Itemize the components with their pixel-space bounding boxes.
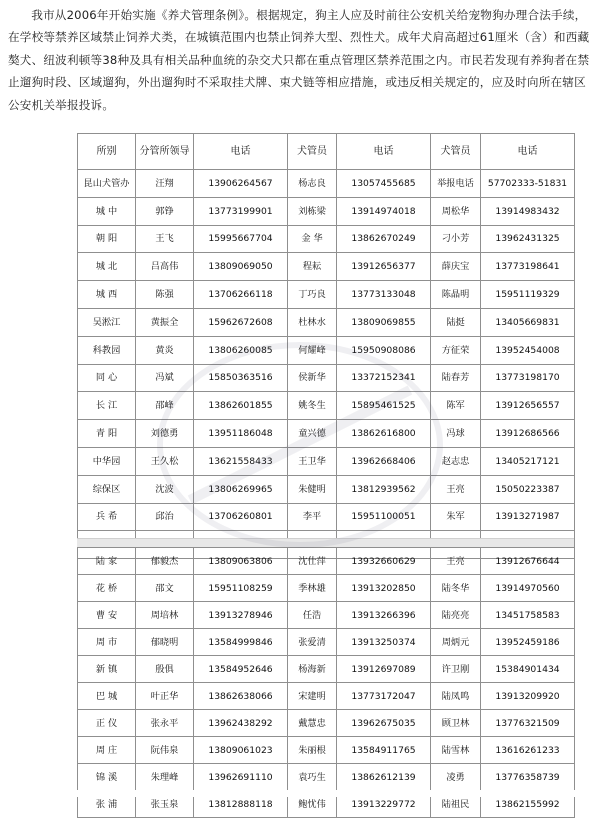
cell-dog-officer-2: 王亮: [431, 548, 481, 575]
cell-officer-2-phone: 13773198170: [481, 364, 575, 392]
table-row: [78, 710, 575, 737]
cell-officer-2-phone: 13405669831: [481, 308, 575, 336]
intro-paragraph: 我市从2006年开始实施《养犬管理条例》。根据规定，狗主人应及时前往公安机关给宠物狗办理合法手续，在学校等禁养区域禁止饲养犬类，在城镇范围内也禁止饲养大型、烈性犬。成年犬肩高超过61厘米（含）和西藏獒犬、纽波利顿等38种及具有相关品种血统的杂交犬只都在重点管理区禁养范围之内。市民若发现有养狗者在禁止遛狗时段、区域遛狗，外出遛狗时不采取挂犬牌、束犬链等相应措施，或违反相关规定的，应及时向所在辖区公安机关举报投诉。: [8, 8, 590, 112]
cell-leader-phone: 13951186048: [194, 420, 288, 448]
cell-officer-2-phone: 13862155992: [481, 791, 575, 818]
cell-officer-2-phone: 13914970560: [481, 575, 575, 602]
cell-dog-officer-1: 刘栋梁: [288, 197, 337, 225]
cell-dog-officer-2: 凌勇: [431, 764, 481, 791]
cell-leader-phone: 13806260085: [194, 336, 288, 364]
cell-dog-officer-2: 陆祖民: [431, 791, 481, 818]
cell-officer-1-phone: 13812939562: [337, 475, 431, 503]
cell-station-leader: 叶正华: [136, 683, 194, 710]
table-row: [78, 737, 575, 764]
cell-station: 巴 城: [78, 683, 136, 710]
cell-dog-officer-1: 何耀峰: [288, 336, 337, 364]
cell-station-leader: 郭铮: [136, 197, 194, 225]
cell-dog-officer-1: 宋建明: [288, 683, 337, 710]
table-row: [78, 336, 575, 364]
cell-station: 锦 溪: [78, 764, 136, 791]
cell-officer-2-phone: 13912656557: [481, 392, 575, 420]
table-header-row: [78, 134, 575, 170]
cell-station: 城 中: [78, 197, 136, 225]
cell-station: 兵 希: [78, 503, 136, 531]
table-row: [78, 764, 575, 791]
cell-leader-phone: 13809061023: [194, 737, 288, 764]
cell-officer-2-phone: 15951119329: [481, 281, 575, 309]
cell-officer-1-phone: 13962675035: [337, 710, 431, 737]
cell-station-leader: 邵文: [136, 575, 194, 602]
cell-officer-1-phone: 13372152341: [337, 364, 431, 392]
table-row: [78, 575, 575, 602]
cell-dog-officer-2: 举报电话: [431, 170, 481, 198]
cell-officer-1-phone: 13773172047: [337, 683, 431, 710]
cell-leader-phone: 13584952646: [194, 656, 288, 683]
cell-dog-officer-1: 任浩: [288, 602, 337, 629]
cell-dog-officer-1: 戴慧忠: [288, 710, 337, 737]
cell-dog-officer-1: 杜林水: [288, 308, 337, 336]
cell-station-leader: 朱理峰: [136, 764, 194, 791]
cell-leader-phone: 13809069050: [194, 253, 288, 281]
cell-station: 青 阳: [78, 420, 136, 448]
cell-dog-officer-2: 刁小芳: [431, 225, 481, 253]
cell-officer-1-phone: 13913229772: [337, 791, 431, 818]
header-dog-officer-1: 犬管员: [288, 134, 337, 170]
cell-officer-1-phone: 13914974018: [337, 197, 431, 225]
cell-dog-officer-1: 杨志良: [288, 170, 337, 198]
cell-dog-officer-2: 顾卫林: [431, 710, 481, 737]
cell-dog-officer-2: 许卫刚: [431, 656, 481, 683]
cell-leader-phone: 13773199901: [194, 197, 288, 225]
cell-leader-phone: 13962691110: [194, 764, 288, 791]
cell-officer-1-phone: 13913250374: [337, 629, 431, 656]
cell-officer-2-phone: 13451758583: [481, 602, 575, 629]
cell-leader-phone: 15951108259: [194, 575, 288, 602]
cell-station-leader: 汪翔: [136, 170, 194, 198]
table-page-break: [77, 538, 574, 547]
table-row: [78, 656, 575, 683]
table-row: [78, 281, 575, 309]
cell-station: 曹 安: [78, 602, 136, 629]
cell-station-leader: 邵峰: [136, 392, 194, 420]
cell-dog-officer-1: 姚冬生: [288, 392, 337, 420]
cell-station-leader: 邱治: [136, 503, 194, 531]
cell-dog-officer-2: 薛庆宝: [431, 253, 481, 281]
cell-station: 城 北: [78, 253, 136, 281]
cell-officer-2-phone: 13952454008: [481, 336, 575, 364]
header-officer-2-phone: 电话: [481, 134, 575, 170]
cell-station: 中华园: [78, 447, 136, 475]
cell-leader-phone: 15850363516: [194, 364, 288, 392]
cell-station: 周 庄: [78, 737, 136, 764]
cell-station: 综保区: [78, 475, 136, 503]
header-station: 所别: [78, 134, 136, 170]
cell-officer-1-phone: 13862612139: [337, 764, 431, 791]
cell-dog-officer-2: 陆春芳: [431, 364, 481, 392]
cell-dog-officer-1: 李平: [288, 503, 337, 531]
cell-officer-2-phone: 13773198641: [481, 253, 575, 281]
cell-station-leader: 张永平: [136, 710, 194, 737]
cell-station-leader: 张玉泉: [136, 791, 194, 818]
table-row: [78, 420, 575, 448]
cell-dog-officer-1: 张爱清: [288, 629, 337, 656]
cell-officer-1-phone: 13912656377: [337, 253, 431, 281]
cell-dog-officer-2: 陈军: [431, 392, 481, 420]
table-row: [78, 548, 575, 575]
contact-table-bottom: [77, 547, 575, 818]
cell-officer-1-phone: 13862670249: [337, 225, 431, 253]
table-row: [78, 364, 575, 392]
cell-officer-2-phone: 13952459186: [481, 629, 575, 656]
cell-dog-officer-2: 周炳元: [431, 629, 481, 656]
cell-leader-phone: 13812888118: [194, 791, 288, 818]
header-leader-phone: 电话: [194, 134, 288, 170]
cell-station-leader: 周培林: [136, 602, 194, 629]
cell-dog-officer-2: 陆雪林: [431, 737, 481, 764]
table-row: [78, 683, 575, 710]
cell-dog-officer-2: 陈晶明: [431, 281, 481, 309]
cell-dog-officer-1: 程耘: [288, 253, 337, 281]
cell-station-leader: 冯斌: [136, 364, 194, 392]
cell-officer-1-phone: 13584911765: [337, 737, 431, 764]
cell-station: 周 市: [78, 629, 136, 656]
cell-dog-officer-2: 王亮: [431, 475, 481, 503]
cell-station-leader: 陈强: [136, 281, 194, 309]
cell-officer-1-phone: 13913202850: [337, 575, 431, 602]
cell-station-leader: 黄振全: [136, 308, 194, 336]
cell-officer-1-phone: 13962668406: [337, 447, 431, 475]
header-officer-1-phone: 电话: [337, 134, 431, 170]
cell-leader-phone: 13806269965: [194, 475, 288, 503]
header-dog-officer-2: 犬管员: [431, 134, 481, 170]
cell-leader-phone: 13906264567: [194, 170, 288, 198]
cell-station: 长 江: [78, 392, 136, 420]
cell-dog-officer-2: 方征荣: [431, 336, 481, 364]
cell-dog-officer-2: 周松华: [431, 197, 481, 225]
table-row: [78, 253, 575, 281]
cell-station: 昆山犬管办: [78, 170, 136, 198]
cell-station-leader: 阮伟泉: [136, 737, 194, 764]
cell-dog-officer-1: 丁巧良: [288, 281, 337, 309]
cell-officer-1-phone: 13912697089: [337, 656, 431, 683]
cell-officer-1-phone: 13913266396: [337, 602, 431, 629]
cell-leader-phone: 13809063806: [194, 548, 288, 575]
cell-station: 同 心: [78, 364, 136, 392]
cell-station-leader: 刘德勇: [136, 420, 194, 448]
cell-station-leader: 郁毅杰: [136, 548, 194, 575]
cell-officer-2-phone: 13405217121: [481, 447, 575, 475]
cell-officer-2-phone: 13912686566: [481, 420, 575, 448]
cell-station-leader: 吕高伟: [136, 253, 194, 281]
cell-officer-2-phone: 13616261233: [481, 737, 575, 764]
cell-station-leader: 沈波: [136, 475, 194, 503]
cell-dog-officer-1: 侯新华: [288, 364, 337, 392]
cell-dog-officer-1: 袁巧生: [288, 764, 337, 791]
cell-station: 正 仪: [78, 710, 136, 737]
cell-dog-officer-1: 鲍忧伟: [288, 791, 337, 818]
cell-dog-officer-2: 陆挺: [431, 308, 481, 336]
cell-leader-phone: 13706266118: [194, 281, 288, 309]
cell-officer-1-phone: 13862616800: [337, 420, 431, 448]
cell-officer-2-phone: 13776321509: [481, 710, 575, 737]
cell-officer-2-phone: 13913271987: [481, 503, 575, 531]
table-row: [78, 225, 575, 253]
cell-leader-phone: 13621558433: [194, 447, 288, 475]
cell-dog-officer-1: 朱丽根: [288, 737, 337, 764]
cell-officer-2-phone: 15050223387: [481, 475, 575, 503]
cell-officer-2-phone: 13912676644: [481, 548, 575, 575]
cell-leader-phone: 15995667704: [194, 225, 288, 253]
cell-officer-2-phone: 13913209920: [481, 683, 575, 710]
cell-officer-1-phone: 15951100051: [337, 503, 431, 531]
table-row: [78, 503, 575, 531]
cell-officer-1-phone: 15895461525: [337, 392, 431, 420]
cell-dog-officer-1: 金 华: [288, 225, 337, 253]
cell-leader-phone: 13584999846: [194, 629, 288, 656]
cell-officer-1-phone: 15950908086: [337, 336, 431, 364]
table-row: [78, 602, 575, 629]
cell-station: 吴淞江: [78, 308, 136, 336]
cell-officer-2-phone: 13962431325: [481, 225, 575, 253]
cell-officer-1-phone: 13773133048: [337, 281, 431, 309]
cell-station: 花 桥: [78, 575, 136, 602]
table-row: [78, 197, 575, 225]
cell-dog-officer-2: 赵志忠: [431, 447, 481, 475]
cell-leader-phone: 13962438292: [194, 710, 288, 737]
contact-table-top: [77, 133, 575, 559]
cell-station-leader: 殷俱: [136, 656, 194, 683]
cell-station: 科教园: [78, 336, 136, 364]
cell-officer-2-phone: 13914983432: [481, 197, 575, 225]
header-station-leader: 分管所领导: [136, 134, 194, 170]
cell-dog-officer-1: 王卫华: [288, 447, 337, 475]
cell-dog-officer-1: 杨海新: [288, 656, 337, 683]
cell-officer-2-phone: 13776358739: [481, 764, 575, 791]
cell-station: 朝 阳: [78, 225, 136, 253]
cell-officer-1-phone: 13932660629: [337, 548, 431, 575]
table-row: [78, 629, 575, 656]
cell-leader-phone: 13706260801: [194, 503, 288, 531]
cell-dog-officer-1: 沈仕萍: [288, 548, 337, 575]
cell-station: 张 浦: [78, 791, 136, 818]
cell-leader-phone: 13862638066: [194, 683, 288, 710]
cell-officer-1-phone: 13057455685: [337, 170, 431, 198]
cell-officer-2-phone: 57702333-51831: [481, 170, 575, 198]
cell-leader-phone: 15962672608: [194, 308, 288, 336]
cell-dog-officer-1: 季林雄: [288, 575, 337, 602]
cell-station-leader: 郁晓明: [136, 629, 194, 656]
cell-officer-1-phone: 13809069855: [337, 308, 431, 336]
cell-station-leader: 王飞: [136, 225, 194, 253]
table-row: [78, 308, 575, 336]
table-row: [78, 170, 575, 198]
cell-station: 陆 家: [78, 548, 136, 575]
cell-dog-officer-1: 朱健明: [288, 475, 337, 503]
cell-station-leader: 王久松: [136, 447, 194, 475]
cell-officer-2-phone: 15384901434: [481, 656, 575, 683]
cell-station: 新 镇: [78, 656, 136, 683]
cell-station-leader: 黄炎: [136, 336, 194, 364]
cell-leader-phone: 13913278946: [194, 602, 288, 629]
cell-leader-phone: 13862601855: [194, 392, 288, 420]
cell-dog-officer-2: 陆亮亮: [431, 602, 481, 629]
table-row: [78, 392, 575, 420]
cell-dog-officer-1: 童兴德: [288, 420, 337, 448]
cell-dog-officer-2: 朱军: [431, 503, 481, 531]
table-row: [78, 475, 575, 503]
cell-dog-officer-2: 陆凤鸣: [431, 683, 481, 710]
cell-dog-officer-2: 冯球: [431, 420, 481, 448]
table-row: [78, 447, 575, 475]
cell-dog-officer-2: 陆冬华: [431, 575, 481, 602]
cell-station: 城 西: [78, 281, 136, 309]
